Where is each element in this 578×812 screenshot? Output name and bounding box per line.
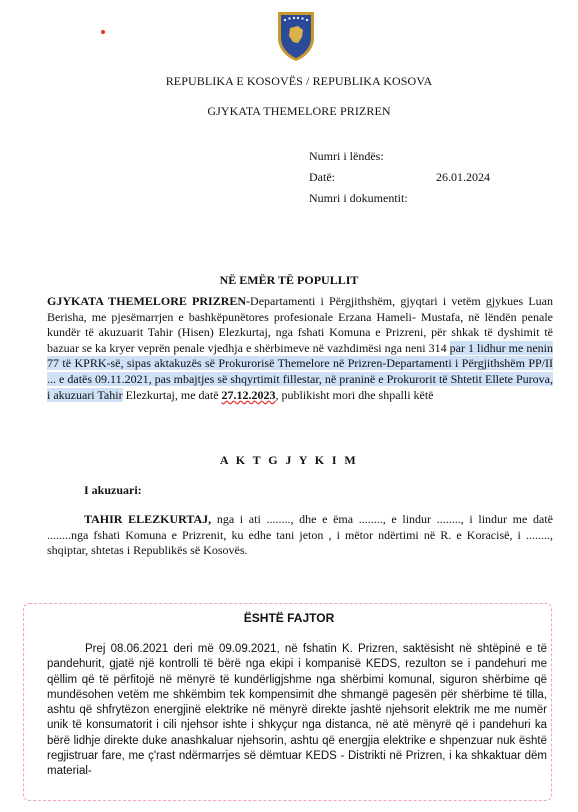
intro-text-1: Departamenti i Përgjithshëm, gjyqtari i vetëm gjykues Luan Berisha, me pjesëmarrjen e bashkëpunëtores profesionale Erzana Hameli- Mustafa, në lëndën penale kundër të akuzuarit Tahir (Hisen) Elezkurtaj, nga fshati	[47, 294, 553, 340]
court-name-bold: GJYKATA THEMELORE PRIZREN-	[47, 294, 251, 308]
intro-text-2: Komuna e Prizreni, për shkak të dyshimit të bazuar se ka kryer veprën penale vjedhja e shërbimeve në vazhdimësi nga neni 314	[47, 325, 553, 355]
guilty-paragraph	[47, 642, 547, 780]
court-title: GJYKATA THEMELORE PRIZREN	[207, 104, 391, 118]
accused-text-1: nga i ati ........, dhe e ëma ........, e lindur ........, i lindur me datë ........nga fshati	[47, 512, 553, 542]
highlighted-text: par 1 lidhur me nenin 77 të KPRK-së, sipas aktakuzës së Prokurorisë Themelore në Prizren-Departamenti i Përgjithshëm PP/II ... e datës 09.11.2021, pas mbajtjes së shqyrtimit fillestar, në praninë e Prokurorit të Shtetit Ellete Purova, i akuzuari Tahir	[47, 340, 554, 402]
intro-text-3: Elezkurtaj, me datë	[122, 387, 222, 402]
intro-text-4: , publikisht mori dhe shpalli këtë	[275, 387, 434, 402]
republic-title: REPUBLIKA E KOSOVËS / REPUBLIKA KOSOVA	[165, 74, 433, 88]
intro-paragraph	[47, 294, 553, 403]
heading-in-name-of-people: NË EMËR TË POPULLIT	[219, 273, 359, 287]
date-label: Datë:	[309, 170, 335, 184]
guilty-text-4: i cili njehsor ishte i shkyçur nga distanca, në atë mënyrë që i pandehuri ka bërë lidhje direkte duke anashkaluar njehsorin, ashtu që energjia elektrike e shpenzuar nuk është regjistruar fare, me ç'rast ndërmarrjes së dëmtuar KEDS - Distrikti në Prizren, i ka shkaktuar dëm material-	[47, 719, 548, 778]
case-number-label: Numri i lëndës:	[309, 149, 384, 163]
accused-name: TAHIR ELEZKURTAJ,	[84, 512, 212, 526]
accused-paragraph	[47, 512, 553, 559]
accused-text-2: Komuna e Prizrenit, ku edhe tani jeton , i	[125, 527, 346, 542]
guilty-text-3: me numër unik të konsumatorit	[47, 704, 547, 732]
date-value: 26.01.2024	[436, 170, 490, 184]
accused-text-6: ........, shqiptar, shtetas i Republikës së Kosovës.	[47, 527, 553, 558]
red-dot-mark	[101, 30, 105, 34]
announcement-date: 27.12.2023	[221, 387, 276, 402]
guilty-text-2: K. Prizren, saktësisht në shtëpinë e të pandehurit, gjatë një kontrolli të bërë nga ekipi i kompanisë KEDS, rezulton se i pandehuri me qëllim që të përfitojë në mënyrë të kundërligjshme nga shërbimi komunal, siguron shërbime që mundësohen vetëm me shkëmbim tek kompensimit dhe shmangë pagesën për shërbime të tilla, ashtu që shfrytëzon energjinë elektrike në mënyrë direkte jashtë njehsorit elektrik me	[47, 643, 547, 717]
coat-of-arms-icon	[276, 10, 316, 62]
document-number-label: Numri i dokumentit:	[309, 191, 408, 205]
guilty-heading: ËSHTË FAJTOR	[243, 611, 335, 625]
accused-label: I akuzuari:	[84, 483, 142, 497]
guilty-text-1: Prej 08.06.2021 deri më 09.09.2021, në fshatin	[85, 643, 342, 655]
verdict-heading: A K T G J Y K I M	[219, 453, 359, 467]
accused-text-4: mëtor ndërtimi në R. e Koracisë, i	[345, 527, 526, 542]
